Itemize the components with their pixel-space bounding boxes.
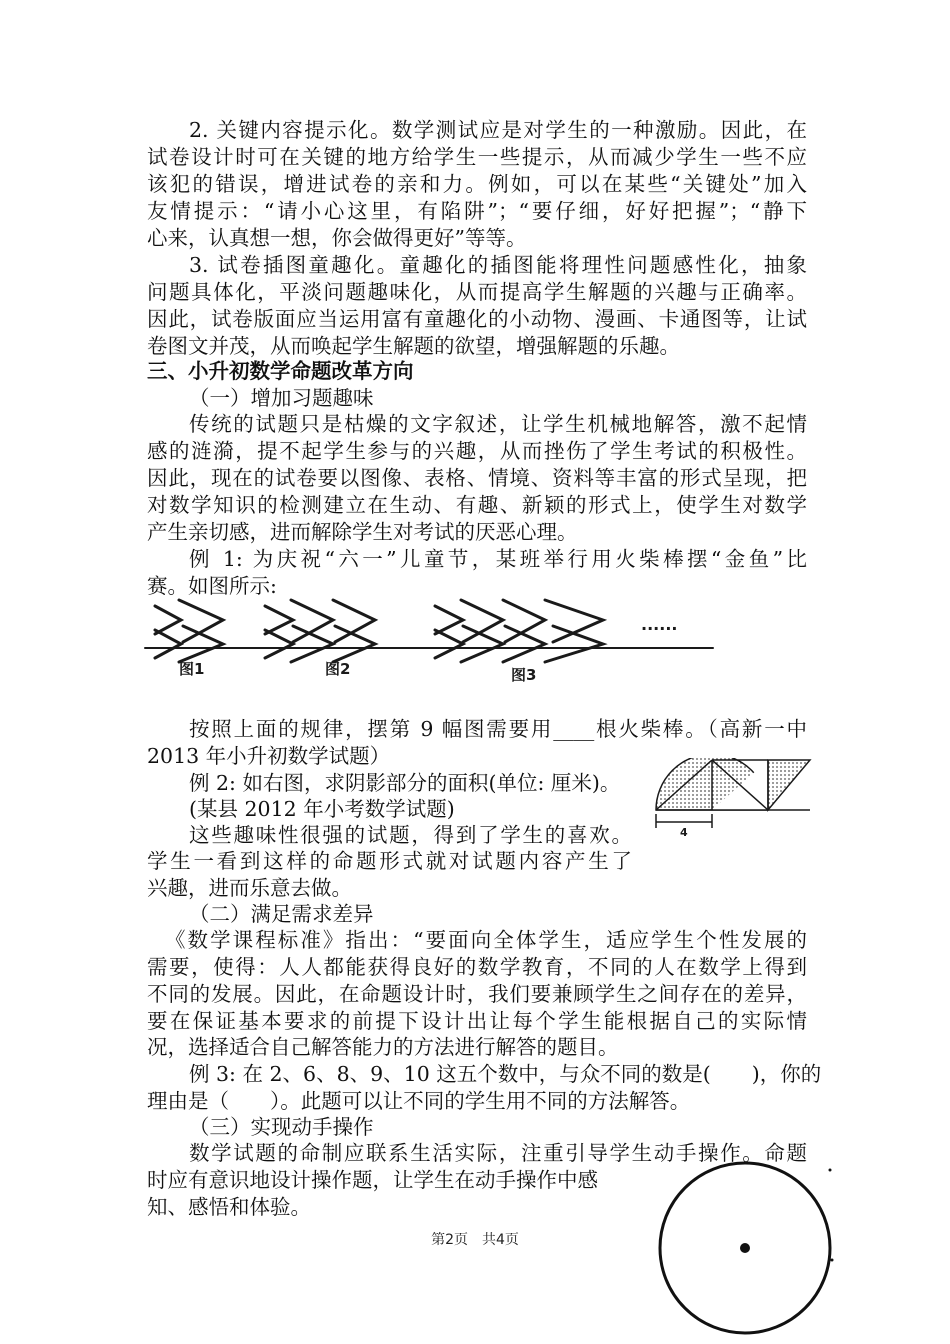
paragraph-line: 例 1: 为庆祝“六一”儿童节，某班举行用火柴棒摆“金鱼”比 (189, 547, 807, 571)
paragraph-line: 卷图文并茂，从而唤起学生解题的欲望，增强解题的乐趣。 (147, 334, 680, 358)
paragraph-line: 例 3: 在 2、6、8、9、10 这五个数中，与众不同的数是( )，你的 (189, 1062, 822, 1086)
paragraph-line: 学生一看到这样的命题形式就对试题内容产生了 (147, 849, 632, 873)
paragraph-line: 例 2: 如右图，求阴影部分的面积(单位: 厘米)。 (189, 771, 621, 795)
shaded-area-figure (652, 758, 814, 838)
paragraph-line: 赛。如图所示: (147, 574, 277, 598)
paragraph-line: 试卷设计时可在关键的地方给学生一些提示，从而减少学生一些不应 (147, 145, 807, 169)
paragraph-line: 感的涟漪，提不起学生参与的兴趣，从而挫伤了学生考试的积极性。 (147, 439, 807, 463)
paragraph-line: 需要，使得：人人都能获得良好的数学教育，不同的人在数学上得到 (147, 955, 807, 979)
section-heading: 三、小升初数学命题改革方向 (147, 359, 414, 383)
figure-label: 图3 (511, 666, 537, 684)
paragraph-line: 2013 年小升初数学试题） (147, 744, 391, 768)
goldfish-matchstick-figure (143, 592, 718, 700)
paragraph-line: 心来，认真想一想，你会做得更好”等等。 (147, 226, 527, 250)
paragraph-line: 理由是（ ）。此题可以让不同的学生用不同的方法解答。 (147, 1089, 691, 1113)
circle-figure (650, 1160, 840, 1344)
paragraph-line: 该犯的错误，增进试卷的亲和力。例如，可以在某些“关键处”加入 (147, 172, 807, 196)
paragraph-line: 因此，现在的试卷要以图像、表格、情境、资料等丰富的形式呈现，把 (147, 466, 807, 490)
figure-label: 图2 (325, 660, 351, 678)
paragraph-line: 数学试题的命制应联系生活实际，注重引导学生动手操作。命题 (189, 1141, 807, 1165)
paragraph-line: 按照上面的规律，摆第 9 幅图需要用____根火柴棒。（高新一中 (189, 717, 807, 741)
subsection-heading: （一）增加习题趣味 (189, 386, 374, 410)
paragraph-line: 友情提示：“请小心这里，有陷阱”；“要仔细，好好把握”；“静下 (147, 199, 807, 223)
paragraph-line: 况，选择适合自己解答能力的方法进行解答的题目。 (147, 1035, 619, 1059)
paragraph-line: 这些趣味性很强的试题，得到了学生的喜欢。 (189, 823, 632, 847)
paragraph-line: 传统的试题只是枯燥的文字叙述，让学生机械地解答，激不起情 (189, 412, 807, 436)
page-footer: 第2页 共4页 (431, 1232, 519, 1248)
paragraph-line: 对数学知识的检测建立在生动、有趣、新颖的形式上，使学生对数学 (147, 493, 807, 517)
paragraph-line: 《数学课程标准》指出：“要面向全体学生，适应学生个性发展的 (165, 928, 807, 952)
paragraph-line: 要在保证基本要求的前提下设计出让每个学生能根据自己的实际情 (147, 1009, 807, 1033)
figure-ellipsis: ...... (641, 615, 678, 634)
subsection-heading: （二）满足需求差异 (189, 902, 374, 926)
paragraph-line: 时应有意识地设计操作题，让学生在动手操作中感 (147, 1168, 598, 1192)
paragraph-line: 3. 试卷插图童趣化。童趣化的插图能将理性问题感性化，抽象 (189, 253, 807, 277)
dimension-label: 4 (680, 826, 688, 838)
paragraph-line: 产生亲切感，进而解除学生对考试的厌恶心理。 (147, 520, 578, 544)
paragraph-line: 因此，试卷版面应当运用富有童趣化的小动物、漫画、卡通图等，让试 (147, 307, 807, 331)
paragraph-line: 2. 关键内容提示化。数学测试应是对学生的一种激励。因此，在 (189, 118, 807, 142)
paragraph-line: 兴趣，进而乐意去做。 (147, 876, 352, 900)
figure-label: 图1 (179, 660, 205, 678)
paragraph-line: (某县 2012 年小考数学试题) (189, 797, 455, 821)
subsection-heading: （三）实现动手操作 (189, 1115, 374, 1139)
paragraph-line: 问题具体化，平淡问题趣味化，从而提高学生解题的兴趣与正确率。 (147, 280, 807, 304)
paragraph-line: 不同的发展。因此，在命题设计时，我们要兼顾学生之间存在的差异， (147, 982, 807, 1006)
paragraph-line: 知、感悟和体验。 (147, 1195, 311, 1219)
